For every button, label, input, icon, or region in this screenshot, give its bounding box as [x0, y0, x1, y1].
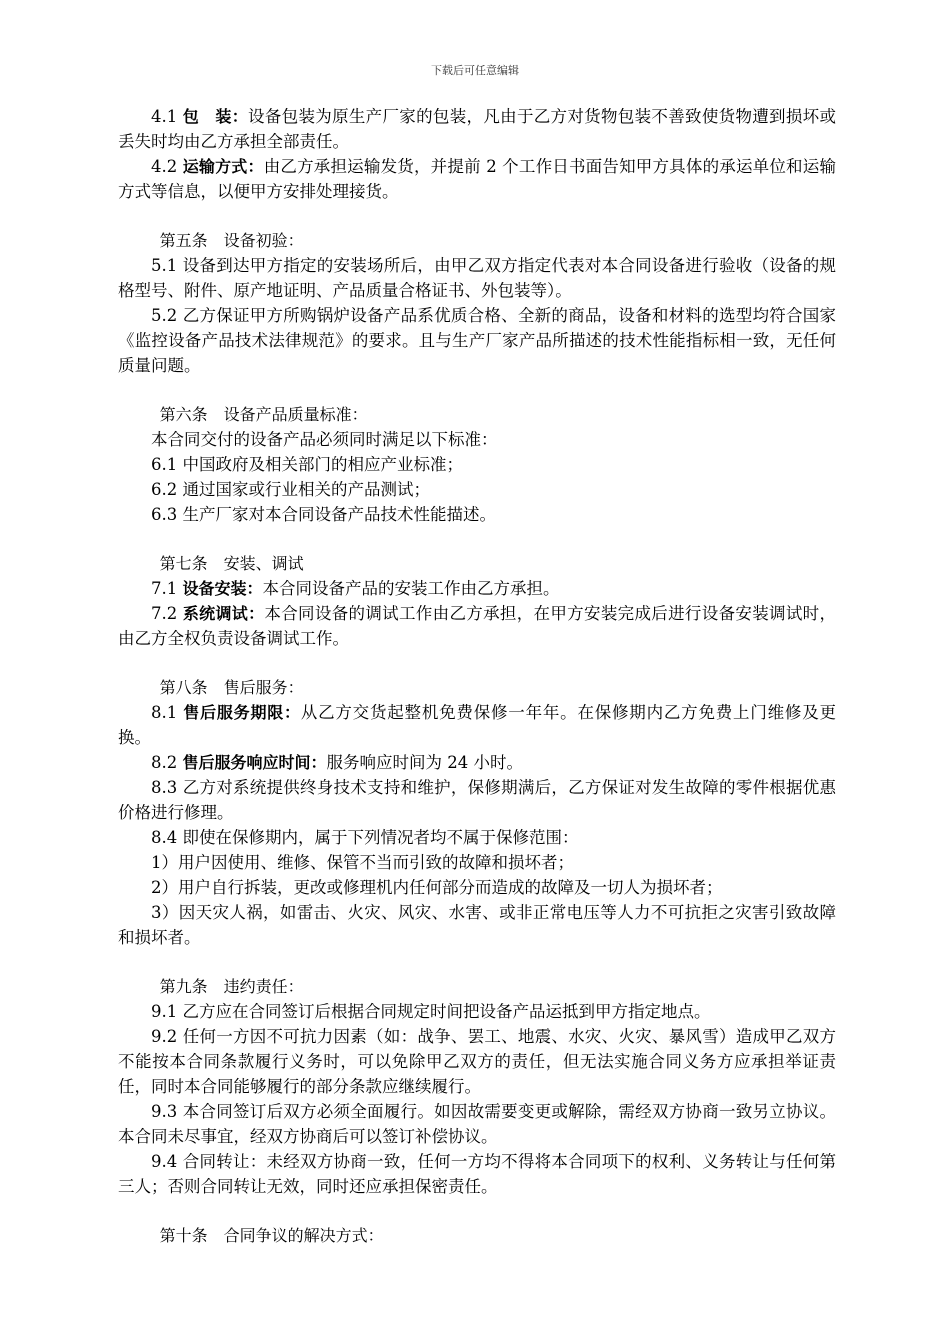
- clause-paragraph: [118, 452, 836, 477]
- clause-paragraph: [118, 750, 836, 775]
- section-spacer: [118, 378, 836, 402]
- clause-text: 2）用户自行拆装，更改或修理机内任何部分而造成的故障及一切人为损坏者；: [151, 878, 723, 897]
- contract-section: [118, 1199, 836, 1248]
- clause-paragraph: [118, 700, 836, 750]
- clause-paragraph: [118, 1099, 836, 1149]
- clause-title: 包 装：: [182, 107, 249, 126]
- section-heading: 第七条 安装、调试: [159, 554, 304, 573]
- clause-paragraph: [118, 775, 836, 825]
- clause-text: 8.4 即使在保修期内，属于下列情况者均不属于保修范围：: [151, 828, 579, 847]
- clause-number: 7.1: [151, 579, 183, 598]
- clause-text: 9.2 任何一方因不可抗力因素（如：战争、罢工、地震、水灾、火灾、暴风雪）造成甲乙双方不能按本合同条款履行义务时，可以免除甲乙双方的责任，但无法实施合同义务方应承担举证责任，同时本合同能够履行的部分条款应继续履行。: [118, 1027, 836, 1096]
- section-heading: 第九条 违约责任：: [159, 977, 304, 996]
- clause-number: 7.2: [151, 604, 183, 623]
- clause-title: 系统调试：: [182, 604, 265, 623]
- contract-section: [118, 204, 836, 378]
- section-heading: 第六条 设备产品质量标准：: [159, 405, 368, 424]
- clause-text: 9.1 乙方应在合同签订后根据合同规定时间把设备产品运抵到甲方指定地点。: [151, 1002, 711, 1021]
- section-heading: 第十条 合同争议的解决方式：: [159, 1226, 384, 1245]
- clause-paragraph: [118, 601, 836, 651]
- section-spacer: [118, 1199, 836, 1223]
- page-header: 下载后可任意编辑: [431, 64, 519, 77]
- clause-text: 5.1 设备到达甲方指定的安装场所后，由甲乙双方指定代表对本合同设备进行验收（设备的规格型号、附件、原产地证明、产品质量合格证书、外包装等）。: [118, 256, 836, 300]
- clause-paragraph: [118, 1149, 836, 1199]
- contract-section: [118, 651, 836, 950]
- clause-number: 8.2: [151, 753, 183, 772]
- clause-paragraph: [118, 427, 836, 452]
- clause-text: 6.2 通过国家或行业相关的产品测试；: [151, 480, 430, 499]
- clause-number: 4.2: [151, 157, 183, 176]
- clause-text: 从乙方交货起整机免费保修一年年。在保修期内乙方免费上门维修及更换。: [118, 703, 836, 747]
- clause-number: 4.1: [151, 107, 183, 126]
- clause-title: 售后服务期限：: [183, 703, 301, 722]
- contract-section: [118, 378, 836, 527]
- clause-text: 9.4 合同转让：未经双方协商一致，任何一方均不得将本合同项下的权利、义务转让与任何第三人；否则合同转让无效，同时还应承担保密责任。: [118, 1152, 836, 1196]
- clause-paragraph: [118, 825, 836, 850]
- clause-paragraph: [118, 1024, 836, 1099]
- clause-text: 3）因天灾人祸，如雷击、火灾、风灾、水害、或非正常电压等人力不可抗拒之灾害引致故障和损坏者。: [118, 903, 836, 947]
- section-spacer: [118, 527, 836, 551]
- clause-number: 8.1: [151, 703, 184, 722]
- clause-text: 本合同设备的调试工作由乙方承担，在甲方安装完成后进行设备安装调试时，由乙方全权负责设备调试工作。: [118, 604, 836, 648]
- clause-text: 8.3 乙方对系统提供终身技术支持和维护，保修期满后，乙方保证对发生故障的零件根据优惠价格进行修理。: [118, 778, 836, 822]
- contract-section: [118, 527, 836, 651]
- clause-text: 服务响应时间为 24 小时。: [326, 753, 524, 772]
- clause-text: 6.3 生产厂家对本合同设备产品技术性能描述。: [151, 505, 496, 524]
- clause-text: 1）用户因使用、维修、保管不当而引致的故障和损坏者；: [151, 853, 574, 872]
- clause-paragraph: [118, 900, 836, 950]
- section-spacer: [118, 651, 836, 675]
- clause-paragraph: [118, 576, 836, 601]
- clause-text: 6.1 中国政府及相关部门的相应产业标准；: [151, 455, 463, 474]
- clause-text: 由乙方承担运输发货，并提前 2 个工作日书面告知甲方具体的承运单位和运输方式等信息，以便甲方安排处理接货。: [118, 157, 836, 201]
- clause-paragraph: [118, 875, 836, 900]
- clause-paragraph: [118, 303, 836, 378]
- clause-text: 设备包装为原生产厂家的包装，凡由于乙方对货物包装不善致使货物遭到损坏或丢失时均由乙方承担全部责任。: [118, 107, 836, 151]
- clause-paragraph: [118, 850, 836, 875]
- section-spacer: [118, 204, 836, 228]
- clause-text: 9.3 本合同签订后双方必须全面履行。如因故需要变更或解除，需经双方协商一致另立协议。本合同未尽事宜，经双方协商后可以签订补偿协议。: [118, 1102, 836, 1146]
- clause-paragraph: [118, 104, 836, 154]
- clause-paragraph: [118, 477, 836, 502]
- clause-text: 本合同设备产品的安装工作由乙方承担。: [262, 579, 560, 598]
- clause-text: 5.2 乙方保证甲方所购锅炉设备产品系优质合格、全新的商品，设备和材料的选型均符合国家《监控设备产品技术法律规范》的要求。且与生产厂家产品所描述的技术性能指标相一致，无任何质量问题。: [118, 306, 836, 375]
- document-body: [118, 104, 836, 1248]
- clause-text: 本合同交付的设备产品必须同时满足以下标准：: [151, 430, 498, 449]
- clause-paragraph: [118, 502, 836, 527]
- clause-paragraph: [118, 154, 836, 204]
- section-heading: 第八条 售后服务：: [159, 678, 304, 697]
- section-spacer: [118, 950, 836, 974]
- contract-section: [118, 950, 836, 1199]
- clause-title: 售后服务响应时间：: [182, 753, 327, 772]
- clause-title: 设备安装：: [182, 579, 263, 598]
- clause-paragraph: [118, 999, 836, 1024]
- contract-section: [118, 104, 836, 204]
- section-heading: 第五条 设备初验：: [159, 231, 304, 250]
- clause-title: 运输方式：: [182, 157, 264, 176]
- clause-paragraph: [118, 253, 836, 303]
